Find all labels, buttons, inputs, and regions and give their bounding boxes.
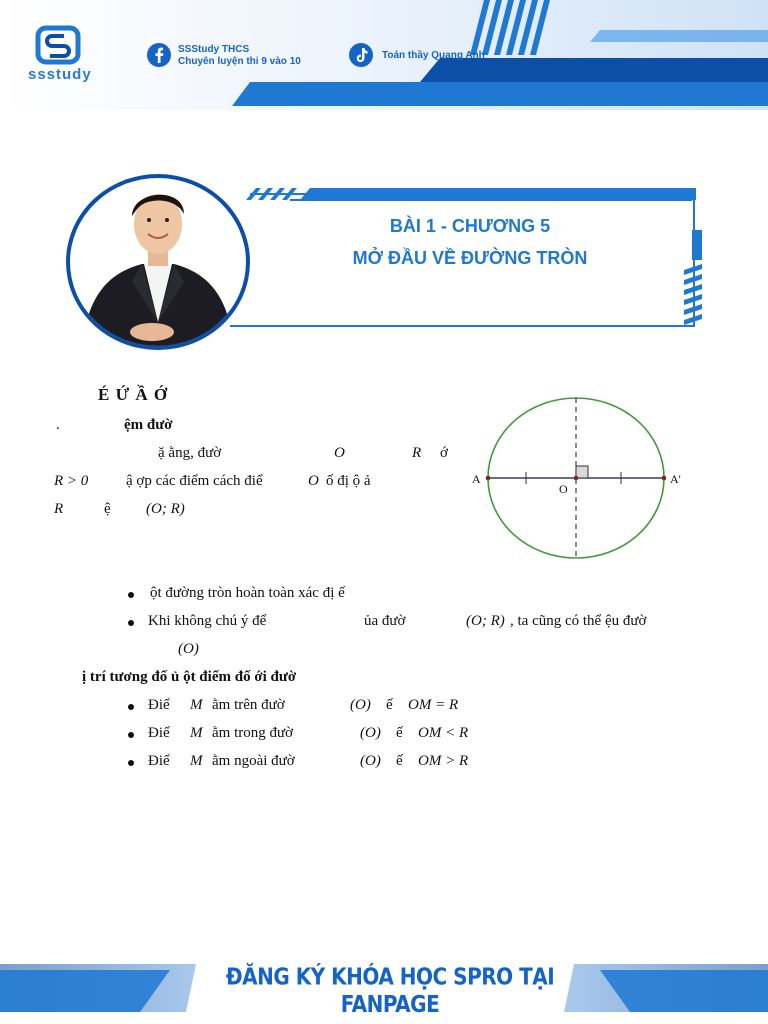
teacher-portrait (62, 172, 254, 352)
math-R-positive: R > 0 (54, 473, 89, 489)
math-R: R (412, 445, 422, 461)
pos-in-if: ế (396, 725, 403, 741)
tiktok-channel-name[interactable]: Toán thầy Quang Anh (382, 50, 485, 61)
definition-text-3: ậ ợp các điểm cách điể (126, 473, 263, 489)
pos-in-O: (O) (360, 725, 381, 741)
logo-text: ssstudy (28, 66, 92, 83)
point-O (574, 476, 579, 481)
pos-out-text-2: ằm ngoài đườ (212, 753, 295, 769)
pos-out-if: ế (396, 753, 403, 769)
bullet-dot (128, 760, 134, 766)
pos-out-M: M (190, 753, 203, 769)
pos-out-text-1: Điể (148, 753, 170, 769)
definition-text-1: ặ ằng, đườ (158, 445, 222, 461)
note-circle-defined: ột đường tròn hoàn toàn xác đị ế (150, 585, 345, 601)
bullet-dot (128, 620, 134, 626)
pos-out-O: (O) (360, 753, 381, 769)
pos-on-if: ế (386, 697, 393, 713)
subsection-dot: . (56, 417, 60, 433)
note-notation-1: Khi không chú ý để (148, 613, 267, 629)
facebook-page-name[interactable]: SSStudy THCS (178, 44, 250, 55)
math-O-center: O (308, 473, 319, 489)
label-A: A (472, 472, 481, 486)
pos-in-text-1: Điể (148, 725, 170, 741)
math-circle-OR: (O; R) (146, 501, 185, 517)
pos-out-relation: OM > R (418, 753, 469, 769)
definition-text-4: ố đị ộ ả (326, 473, 371, 489)
lesson-subtitle: MỞ ĐẦU VỀ ĐƯỜNG TRÒN (352, 248, 588, 268)
note-notation-2: ủa đườ (364, 613, 406, 629)
subsection-title-relative-position: ị trí tương đố ủ ột điểm đố ới đườ (82, 669, 297, 685)
pos-in-M: M (190, 725, 203, 741)
pos-on-M: M (190, 697, 203, 713)
note-notation-3: , ta cũng có thể ệu đườ (510, 613, 647, 629)
ssstudy-logo-icon (34, 24, 82, 66)
pos-in-text-2: ằm trong đườ (212, 725, 294, 741)
bullet-dot (128, 732, 134, 738)
facebook-page-tagline: Chuyên luyện thi 9 vào 10 (178, 56, 301, 67)
pos-on-text-1: Điể (148, 697, 170, 713)
section-heading: É Ứ Ầ Ớ (98, 385, 168, 404)
point-A-prime (662, 476, 667, 481)
circle-figure (466, 392, 696, 562)
facebook-icon[interactable] (146, 42, 172, 68)
right-angle-mark (576, 466, 588, 478)
pos-on-relation: OM = R (408, 697, 459, 713)
math-R-radius: R (54, 501, 64, 517)
pos-in-relation: OM < R (418, 725, 469, 741)
definition-text-5: ệ (104, 501, 111, 517)
bullet-dot (128, 592, 134, 598)
point-A (486, 476, 491, 481)
tiktok-icon[interactable] (348, 42, 374, 68)
math-O: O (334, 445, 345, 461)
lesson-title: BÀI 1 - CHƯƠNG 5 (389, 216, 551, 236)
pos-on-O: (O) (350, 697, 371, 713)
bullet-dot (128, 704, 134, 710)
pos-on-text-2: ằm trên đườ (212, 697, 285, 713)
subsection-title-definition: ệm đườ (124, 417, 173, 433)
label-O: O (559, 482, 568, 496)
math-circle-O: (O) (178, 641, 199, 657)
label-A-prime: A' (670, 472, 681, 486)
register-course-banner-text[interactable]: ĐĂNG KÝ KHÓA HỌC SPRO TẠI FANPAGE (225, 962, 555, 1018)
math-circle-OR-2: (O; R) (466, 613, 505, 629)
definition-text-2: ớ (440, 445, 448, 461)
